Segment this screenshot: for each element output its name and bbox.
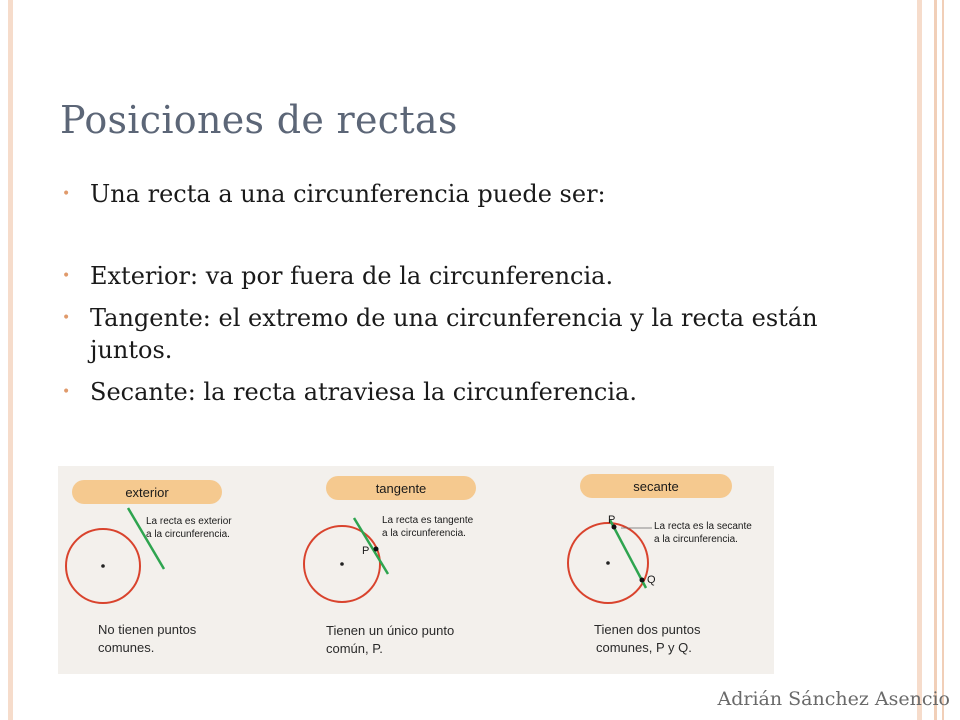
caption-line: No tienen puntos [98,622,197,637]
slide-border-right-inner [934,0,937,720]
bullet-list [62,178,822,408]
bullet-item [62,260,822,292]
secant-line [610,520,646,588]
bullet-text: Una recta a una circunferencia puede ser: [90,180,606,208]
panel-header: exterior [125,485,169,500]
tangent-point [374,547,379,552]
caption-line: comunes. [98,640,155,655]
note-line: La recta es la secante [654,521,752,532]
panel-header: secante [633,479,679,494]
caption-line: común, P. [326,641,383,656]
bullet-item [62,302,822,366]
bullet-dot-icon: • [62,186,71,202]
secant-point-q [640,578,645,583]
bullet-dot-icon: • [62,384,71,400]
caption-line: Tienen un único punto [326,623,455,638]
bullet-text: Tangente: el extremo de una circunferencia y la recta están juntos. [90,304,818,364]
panel-exterior [66,480,232,655]
note-line: La recta es exterior [146,516,232,527]
slide-border-right [917,0,922,720]
point-label-p: P [362,545,370,557]
caption-line: Tienen dos puntos [594,622,701,637]
author-footer: Adrián Sánchez Asencio [717,688,950,710]
slide-border-right-edge [942,0,944,720]
note-line: a la circunferencia. [382,528,466,539]
bullet-item [62,376,822,408]
panel-secante [568,474,752,655]
bullet-text: Exterior: va por fuera de la circunferencia. [90,262,614,290]
note-line: a la circunferencia. [146,529,230,540]
point-label-q: Q [647,574,656,586]
bullet-text: Secante: la recta atraviesa la circunferencia. [90,378,637,406]
panel-header: tangente [375,481,427,496]
circle-center [101,564,105,568]
bullet-item [62,178,822,210]
slide-border-left [8,0,13,720]
point-label-p: P [608,514,616,526]
bullet-dot-icon: • [62,268,71,284]
panel-tangente [304,476,476,656]
circle-center [606,561,610,565]
bullet-dot-icon: • [62,310,71,326]
circle-line-positions-figure [58,466,774,674]
slide-title: Posiciones de rectas [60,98,458,142]
tangent-line [354,518,388,574]
figure-svg [58,466,774,674]
caption-line: comunes, P y Q. [596,640,692,655]
note-line: a la circunferencia. [654,534,738,545]
note-line: La recta es tangente [382,515,474,526]
circle-center [340,562,344,566]
